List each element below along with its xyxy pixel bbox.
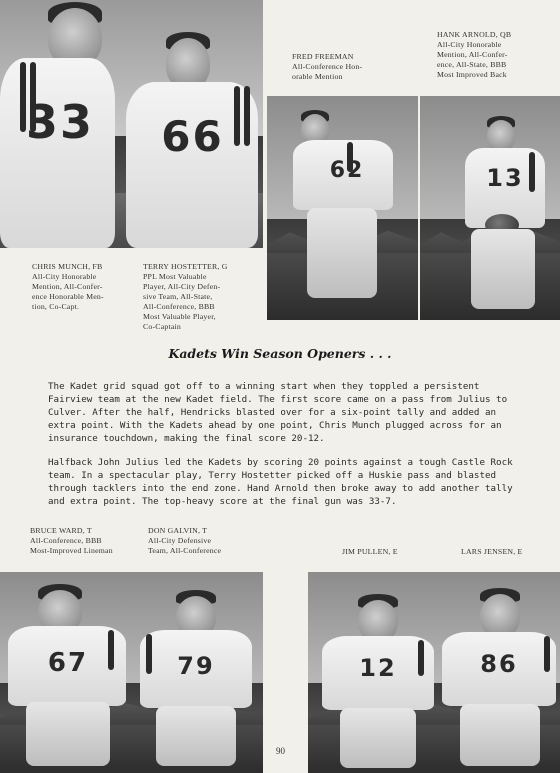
caption-munch: CHRIS MUNCH, FB All-City Honorable Mention, All-Confer- ence Honorable Men- tion, Co-Capt. <box>32 262 104 311</box>
player-pullen <box>318 592 438 772</box>
photo-pullen-jensen <box>308 572 560 773</box>
jersey-number: 66 <box>161 112 224 161</box>
photo-munch-hostetter <box>0 0 263 248</box>
player-freeman <box>287 108 407 318</box>
caption-jensen <box>461 547 523 557</box>
page-number: 90 <box>276 746 285 756</box>
photo-freeman <box>267 96 418 320</box>
caption-name: HANK ARNOLD, QB <box>437 30 512 39</box>
jersey-number: 79 <box>177 652 215 680</box>
player-munch <box>0 0 120 248</box>
caption-galvin: DON GALVIN, T All-City Defensive Team, All-Conference <box>148 526 222 555</box>
photo-arnold <box>420 96 560 320</box>
caption-name: JIM PULLEN, E <box>342 547 398 556</box>
player-arnold <box>455 114 555 318</box>
player-ward <box>8 582 128 772</box>
article-paragraph-2: Halfback John Julius led the Kadets by scoring 20 points against a tough Castle Rock team. In a spectacular play, Terry Hostetter picked off a Huskie pass and blasted through tacklers into the end zone. Hand Arnold then broke away to add another tally and extra point. The top-heavy score at the final gun was 33-7. <box>48 457 513 507</box>
article-headline: Kadets Win Season Openers . . . <box>168 346 392 361</box>
caption-name: TERRY HOSTETTER, G <box>143 262 228 271</box>
caption-name: CHRIS MUNCH, FB <box>32 262 103 271</box>
caption-name: DON GALVIN, T <box>148 526 208 535</box>
jersey-number: 13 <box>486 164 524 192</box>
caption-arnold: HANK ARNOLD, QB All-City Honorable Mention, All-Confer- ence, All-State, BBB Most Improved Back <box>437 30 512 79</box>
photo-ward-galvin <box>0 572 263 773</box>
caption-hostetter: TERRY HOSTETTER, G PPL Most Valuable Player, All-City Defen- sive Team, All-State, All-Conference, BBB Most Valuable Player, Co-Captain <box>143 262 228 331</box>
jersey-number: 86 <box>480 650 518 678</box>
jersey-number: 67 <box>47 648 89 678</box>
caption-name: FRED FREEMAN <box>292 52 354 61</box>
caption-freeman: FRED FREEMAN All-Conference Hon- orable Mention <box>292 52 363 81</box>
player-hostetter <box>122 20 263 248</box>
player-jensen <box>440 586 558 772</box>
caption-ward: BRUCE WARD, T All-Conference, BBB Most-Improved Lineman <box>30 526 113 555</box>
caption-name: BRUCE WARD, T <box>30 526 92 535</box>
caption-name: LARS JENSEN, E <box>461 547 523 556</box>
caption-pullen <box>342 547 398 557</box>
player-galvin <box>136 588 256 772</box>
jersey-number: 62 <box>329 158 365 183</box>
jersey-number: 12 <box>359 654 397 682</box>
article-paragraph-1: The Kadet grid squad got off to a winning start when they toppled a persistent Fairview team at the new Kadet field. The first score came on a pass from Julius to Culver. After the half, Hendricks blasted over for a six-point tally and added an extra point. With the Kadets ahead by one point, Chris Munch plugged across for an insurance touchdown, making the final score 20-12. <box>48 381 508 444</box>
jersey-number: 33 <box>25 95 94 149</box>
